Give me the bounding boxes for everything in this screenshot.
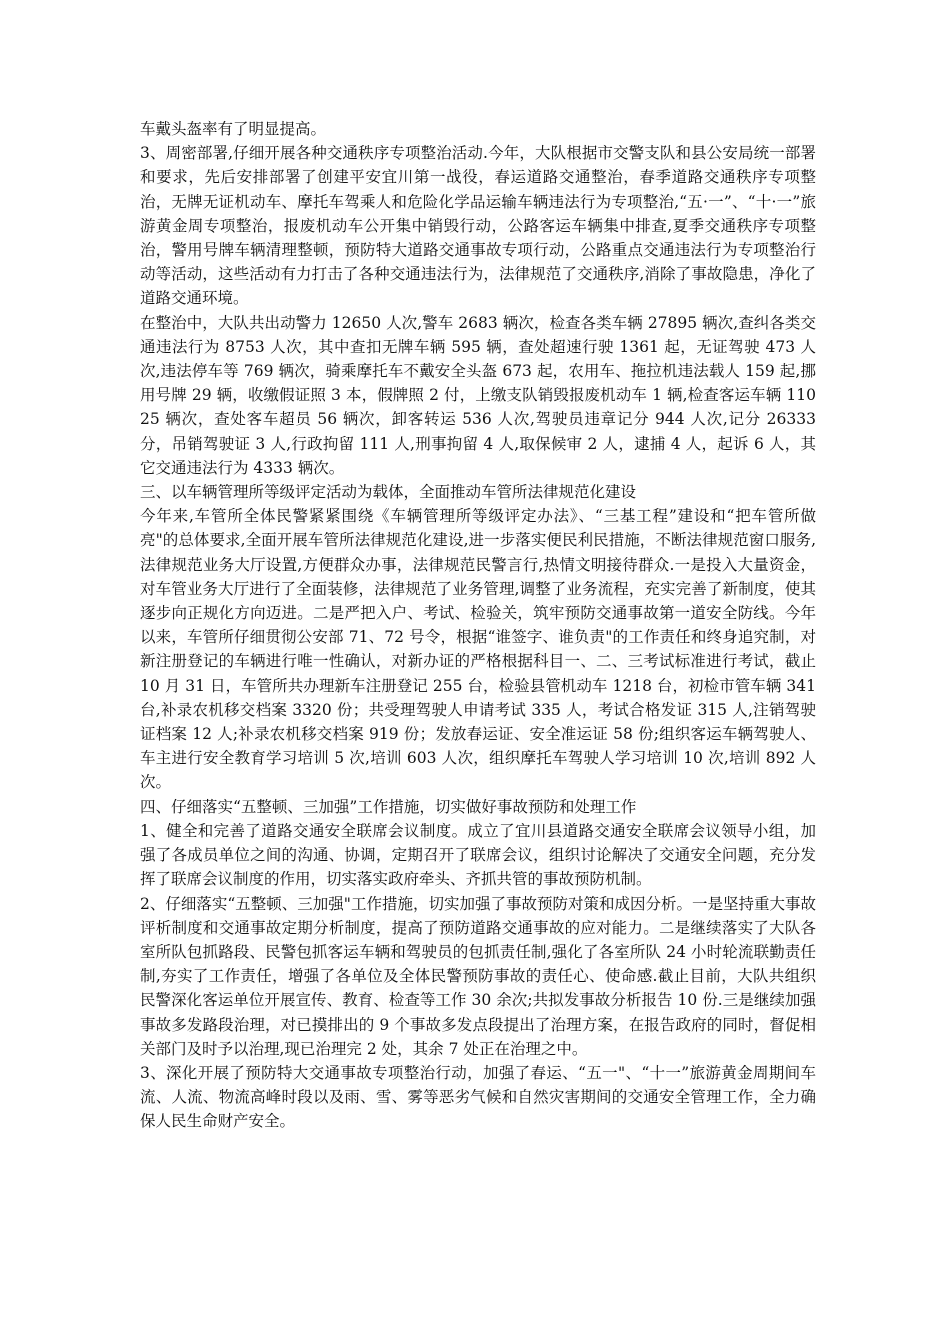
section-heading-3: 三、以车辆管理所等级评定活动为载体，全面推动车管所法律规范化建设 — [140, 483, 637, 502]
paragraph-special-action: 3、深化开展了预防特大交通事故专项整治行动，加强了春运、“五一"、“十一”旅游黄金周期间车流、人流、物流高峰时段以及雨、雪、雾等恶劣气候和自然灾害期间的交通安全管理工作，全力确保人民生命财产安全。 — [140, 1063, 816, 1131]
section-heading-4: 四、仔细落实“五整顿、三加强”工作措施，切实做好事故预防和处理工作 — [140, 797, 637, 816]
document-body — [140, 117, 816, 1134]
paragraph-vehicle-management: 今年来,车管所全体民警紧紧围绕《车辆管理所等级评定办法》、“三基工程”建设和“把车管所做亮"的总体要求,全面开展车管所法律规范化建设,进一步落实便民利民措施，不断法律规范窗口服务,法律规范业务大厅设置,方便群众办事，法律规范民警言行,热情文明接待群众.一是投入大量资金，对车管业务大厅进行了全面装修，法律规范了业务管理,调整了业务流程，充实完善了新制度，使其逐步向正规化方向迈进。二是严把入户、考试、检验关，筑牢预防交通事故第一道安全防线。今年以来，车管所仔细贯彻公安部 71、72 号令，根据“谁签字、谁负责"的工作责任和终身追究制，对新注册登记的车辆进行唯一性确认，对新办证的严格根据科目一、二、三考试标准进行考试，截止 10 月 31 日，车管所共办理新车注册登记 255 台，检验县管机动车 1218 台，初检市管车辆 341 台,补录农机移交档案 3320 份；共受理驾驶人申请考试 335 人，考试合格发证 315 人,注销驾驶证档案 12 人;补录农机移交档案 919 份；发放春运证、安全准运证 58 份;组织客运车辆驾驶人、车主进行安全教育学习培训 5 次,培训 603 人次，组织摩托车驾驶人学习培训 10 次,培训 892 人次。 — [140, 507, 816, 792]
paragraph-special-rectification: 3、周密部署,仔细开展各种交通秩序专项整治活动.今年，大队根据市交警支队和县公安局统一部署和要求，先后安排部署了创建平安宜川第一战役，春运道路交通整治，春季道路交通秩序专项整治，无牌无证机动车、摩托车驾乘人和危险化学品运输车辆违法行为专项整治,“五·一”、“十·一”旅游黄金周专项整治，报废机动车公开集中销毁行动，公路客运车辆集中排查,夏季交通秩序专项整治，警用号牌车辆清理整顿，预防特大道路交通事故专项行动，公路重点交通违法行为专项整治行动等活动，这些活动有力打击了各种交通违法行为，法律规范了交通秩序,消除了事故隐患，净化了道路交通环境。 — [140, 144, 817, 308]
paragraph-rectification-statistics: 在整治中，大队共出动警力 12650 人次,警车 2683 辆次，检查各类车辆 27895 辆次,查纠各类交通违法行为 8753 人次，其中查扣无牌车辆 595 辆，查处超速行驶 1361 起，无证驾驶 473 人次,违法停车等 769 辆次，骑乘摩托车不戴安全头盔 673 起，农用车、拖拉机违法载人 159 起,挪用号牌 29 辆，收缴假证照 3 本，假牌照 2 付，上缴支队销毁报废机动车 1 辆,检查客运车辆 11025 辆次，查处客车超员 56 辆次，卸客转运 536 人次,驾驶员违章记分 944 人次,记分 26333 分，吊销驾驶证 3 人,行政拘留 111 人,刑事拘留 4 人,取保候审 2 人，逮捕 4 人，起诉 6 人，其它交通违法行为 4333 辆次。 — [140, 313, 816, 477]
paragraph-helmet-rate: 车戴头盔率有了明显提高。 — [140, 120, 327, 138]
paragraph-accident-prevention: 2、仔细落实“五整顿、三加强"工作措施，切实加强了事故预防对策和成因分析。一是坚持重大事故评析制度和交通事故定期分析制度，提高了预防道路交通事故的应对能力。二是继续落实了大队各室所队包抓路段、民警包抓客运车辆和驾驶员的包抓责任制,强化了各室所队 24 小时轮流联勤责任制,夯实了工作责任，增强了各单位及全体民警预防事故的责任心、使命感.截止目前，大队共组织民警深化客运单位开展宣传、教育、检查等工作 30 余次;共拟发事故分析报告 10 份.三是继续加强事故多发路段治理，对已摸排出的 9 个事故多发点段提出了治理方案，在报告政府的同时，督促相关部门及时予以治理,现已治理完 2 处，其余 7 处正在治理之中。 — [140, 894, 816, 1058]
paragraph-joint-meeting: 1、健全和完善了道路交通安全联席会议制度。成立了宜川县道路交通安全联席会议领导小组，加强了各成员单位之间的沟通、协调，定期召开了联席会议，组织讨论解决了交通安全问题，充分发挥了联席会议制度的作用，切实落实政府牵头、齐抓共管的事故预防机制。 — [140, 821, 816, 889]
